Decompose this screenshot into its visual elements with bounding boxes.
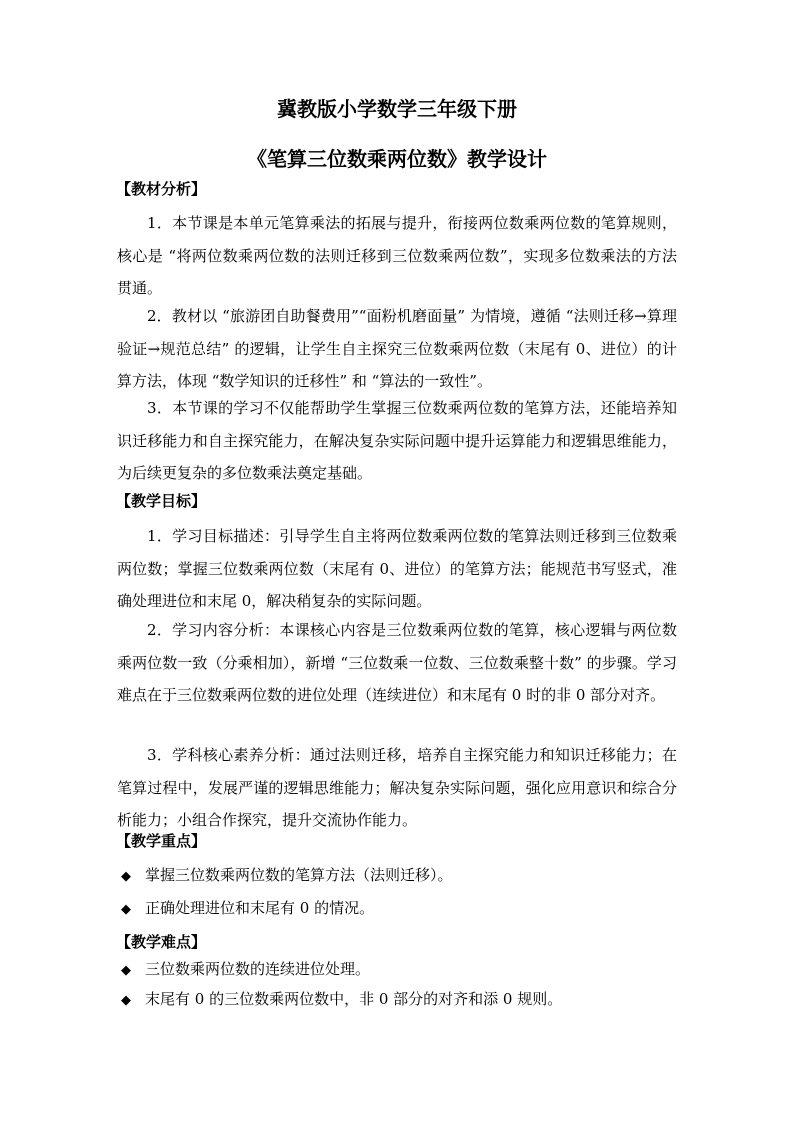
list-item bbox=[121, 897, 374, 921]
paragraph: 3．本节课的学习不仅能帮助学生掌握三位数乘两位数的笔算方法，还能培养知识迁移能力和自主探究能力，在解决复杂实际问题中提升运算能力和逻辑思维能力，为后续更复杂的多位数乘法奠定基础。 bbox=[117, 399, 677, 482]
paragraph: 2．教材以 “旅游团自助餐费用”“面粉机磨面量” 为情境，遵循 “法则迁移→算理验证→规范总结” 的逻辑，让学生自主探究三位数乘两位数（末尾有 0、进位）的计算方法，体现 “数学知识的迁移性” 和 “算法的一致性”。 bbox=[117, 307, 677, 390]
list-item-text: 三位数乘两位数的连续进位处理。 bbox=[145, 960, 371, 978]
diamond-bullet-icon: ◆ bbox=[121, 993, 131, 1008]
section-heading-teaching-goals: 【教学目标】 bbox=[116, 492, 207, 510]
list-item bbox=[121, 988, 562, 1012]
list-item-text: 正确处理进位和末尾有 0 的情况。 bbox=[145, 899, 375, 917]
section-heading-difficult-points: 【教学难点】 bbox=[116, 933, 207, 951]
diamond-bullet-icon: ◆ bbox=[121, 963, 131, 978]
section-heading-key-points: 【教学重点】 bbox=[116, 832, 207, 850]
paragraph: 3．学科核心素养分析：通过法则迁移，培养自主探究能力和知识迁移能力；在笔算过程中，发展严谨的逻辑思维能力；解决复杂实际问题，强化应用意识和综合分析能力；小组合作探究，提升交流协作能力。 bbox=[117, 746, 677, 829]
document-subtitle: 《笔算三位数乘两位数》教学设计 bbox=[247, 147, 547, 171]
list-item-text: 末尾有 0 的三位数乘两位数中，非 0 部分的对齐和添 0 规则。 bbox=[145, 990, 563, 1008]
document-title: 冀教版小学数学三年级下册 bbox=[277, 97, 517, 121]
diamond-bullet-icon: ◆ bbox=[121, 869, 131, 884]
paragraph: 1．本节课是本单元笔算乘法的拓展与提升，衔接两位数乘两位数的笔算规则，核心是 “将两位数乘两位数的法则迁移到三位数乘两位数”，实现多位数乘法的方法贯通。 bbox=[117, 214, 677, 297]
list-item-text: 掌握三位数乘两位数的笔算方法（法则迁移）。 bbox=[145, 866, 453, 884]
diamond-bullet-icon: ◆ bbox=[121, 902, 131, 917]
list-item bbox=[121, 864, 453, 888]
paragraph: 2．学习内容分析：本课核心内容是三位数乘两位数的笔算，核心逻辑与两位数乘两位数一致（分乘相加），新增 “三位数乘一位数、三位数乘整十数” 的步骤。学习难点在于三位数乘两位数的进位处理（连续进位）和末尾有 0 时的非 0 部分对齐。 bbox=[117, 621, 677, 704]
section-heading-textbook-analysis: 【教材分析】 bbox=[116, 180, 207, 198]
paragraph: 1．学习目标描述：引导学生自主将两位数乘两位数的笔算法则迁移到三位数乘两位数；掌握三位数乘两位数（末尾有 0、进位）的笔算方法；能规范书写竖式，准确处理进位和末尾 0，解决稍复杂的实际问题。 bbox=[117, 527, 677, 610]
list-item bbox=[121, 958, 370, 982]
